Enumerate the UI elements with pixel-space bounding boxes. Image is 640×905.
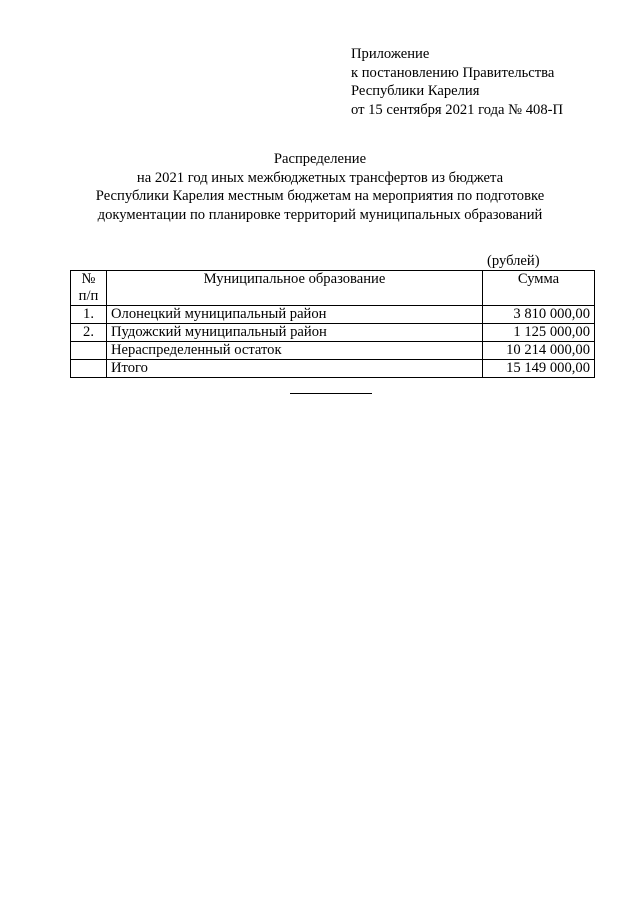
row-number	[71, 342, 107, 360]
units-label: (рублей)	[487, 253, 540, 269]
header-sum: Сумма	[483, 271, 595, 306]
table-row	[71, 360, 595, 378]
appendix-line: к постановлению Правительства	[351, 64, 555, 81]
header-number	[71, 271, 107, 306]
header-municipality: Муниципальное образование	[107, 271, 483, 306]
header-number-line1: №	[81, 271, 96, 287]
document-title	[60, 150, 580, 224]
row-municipality: Олонецкий муниципальный район	[107, 306, 483, 324]
table-row	[71, 342, 595, 360]
appendix-block	[351, 45, 563, 119]
table-row	[71, 324, 595, 342]
row-municipality: Пудожский муниципальный район	[107, 324, 483, 342]
closing-rule	[290, 393, 372, 394]
row-number: 1.	[71, 306, 107, 324]
row-sum: 3 810 000,00	[483, 306, 595, 324]
row-municipality: Нераспределенный остаток	[107, 342, 483, 360]
row-number: 2.	[71, 324, 107, 342]
title-line: Распределение	[273, 151, 367, 167]
row-municipality: Итого	[107, 360, 483, 378]
distribution-table	[70, 270, 595, 378]
table-header-row	[71, 271, 595, 306]
appendix-line: Приложение	[351, 46, 430, 62]
row-sum: 15 149 000,00	[483, 360, 595, 378]
row-sum: 1 125 000,00	[483, 324, 595, 342]
appendix-line: от 15 сентября 2021 года № 408-П	[351, 101, 564, 118]
title-line: Республики Карелия местным бюджетам на мероприятия по подготовке	[95, 188, 545, 204]
row-number	[71, 360, 107, 378]
table-row	[71, 306, 595, 324]
title-line: на 2021 год иных межбюджетных трансфертов из бюджета	[136, 169, 504, 186]
row-sum: 10 214 000,00	[483, 342, 595, 360]
header-number-line2: п/п	[78, 288, 99, 304]
title-line: документации по планировке территорий муниципальных образований	[97, 206, 543, 223]
appendix-line: Республики Карелия	[351, 83, 480, 99]
